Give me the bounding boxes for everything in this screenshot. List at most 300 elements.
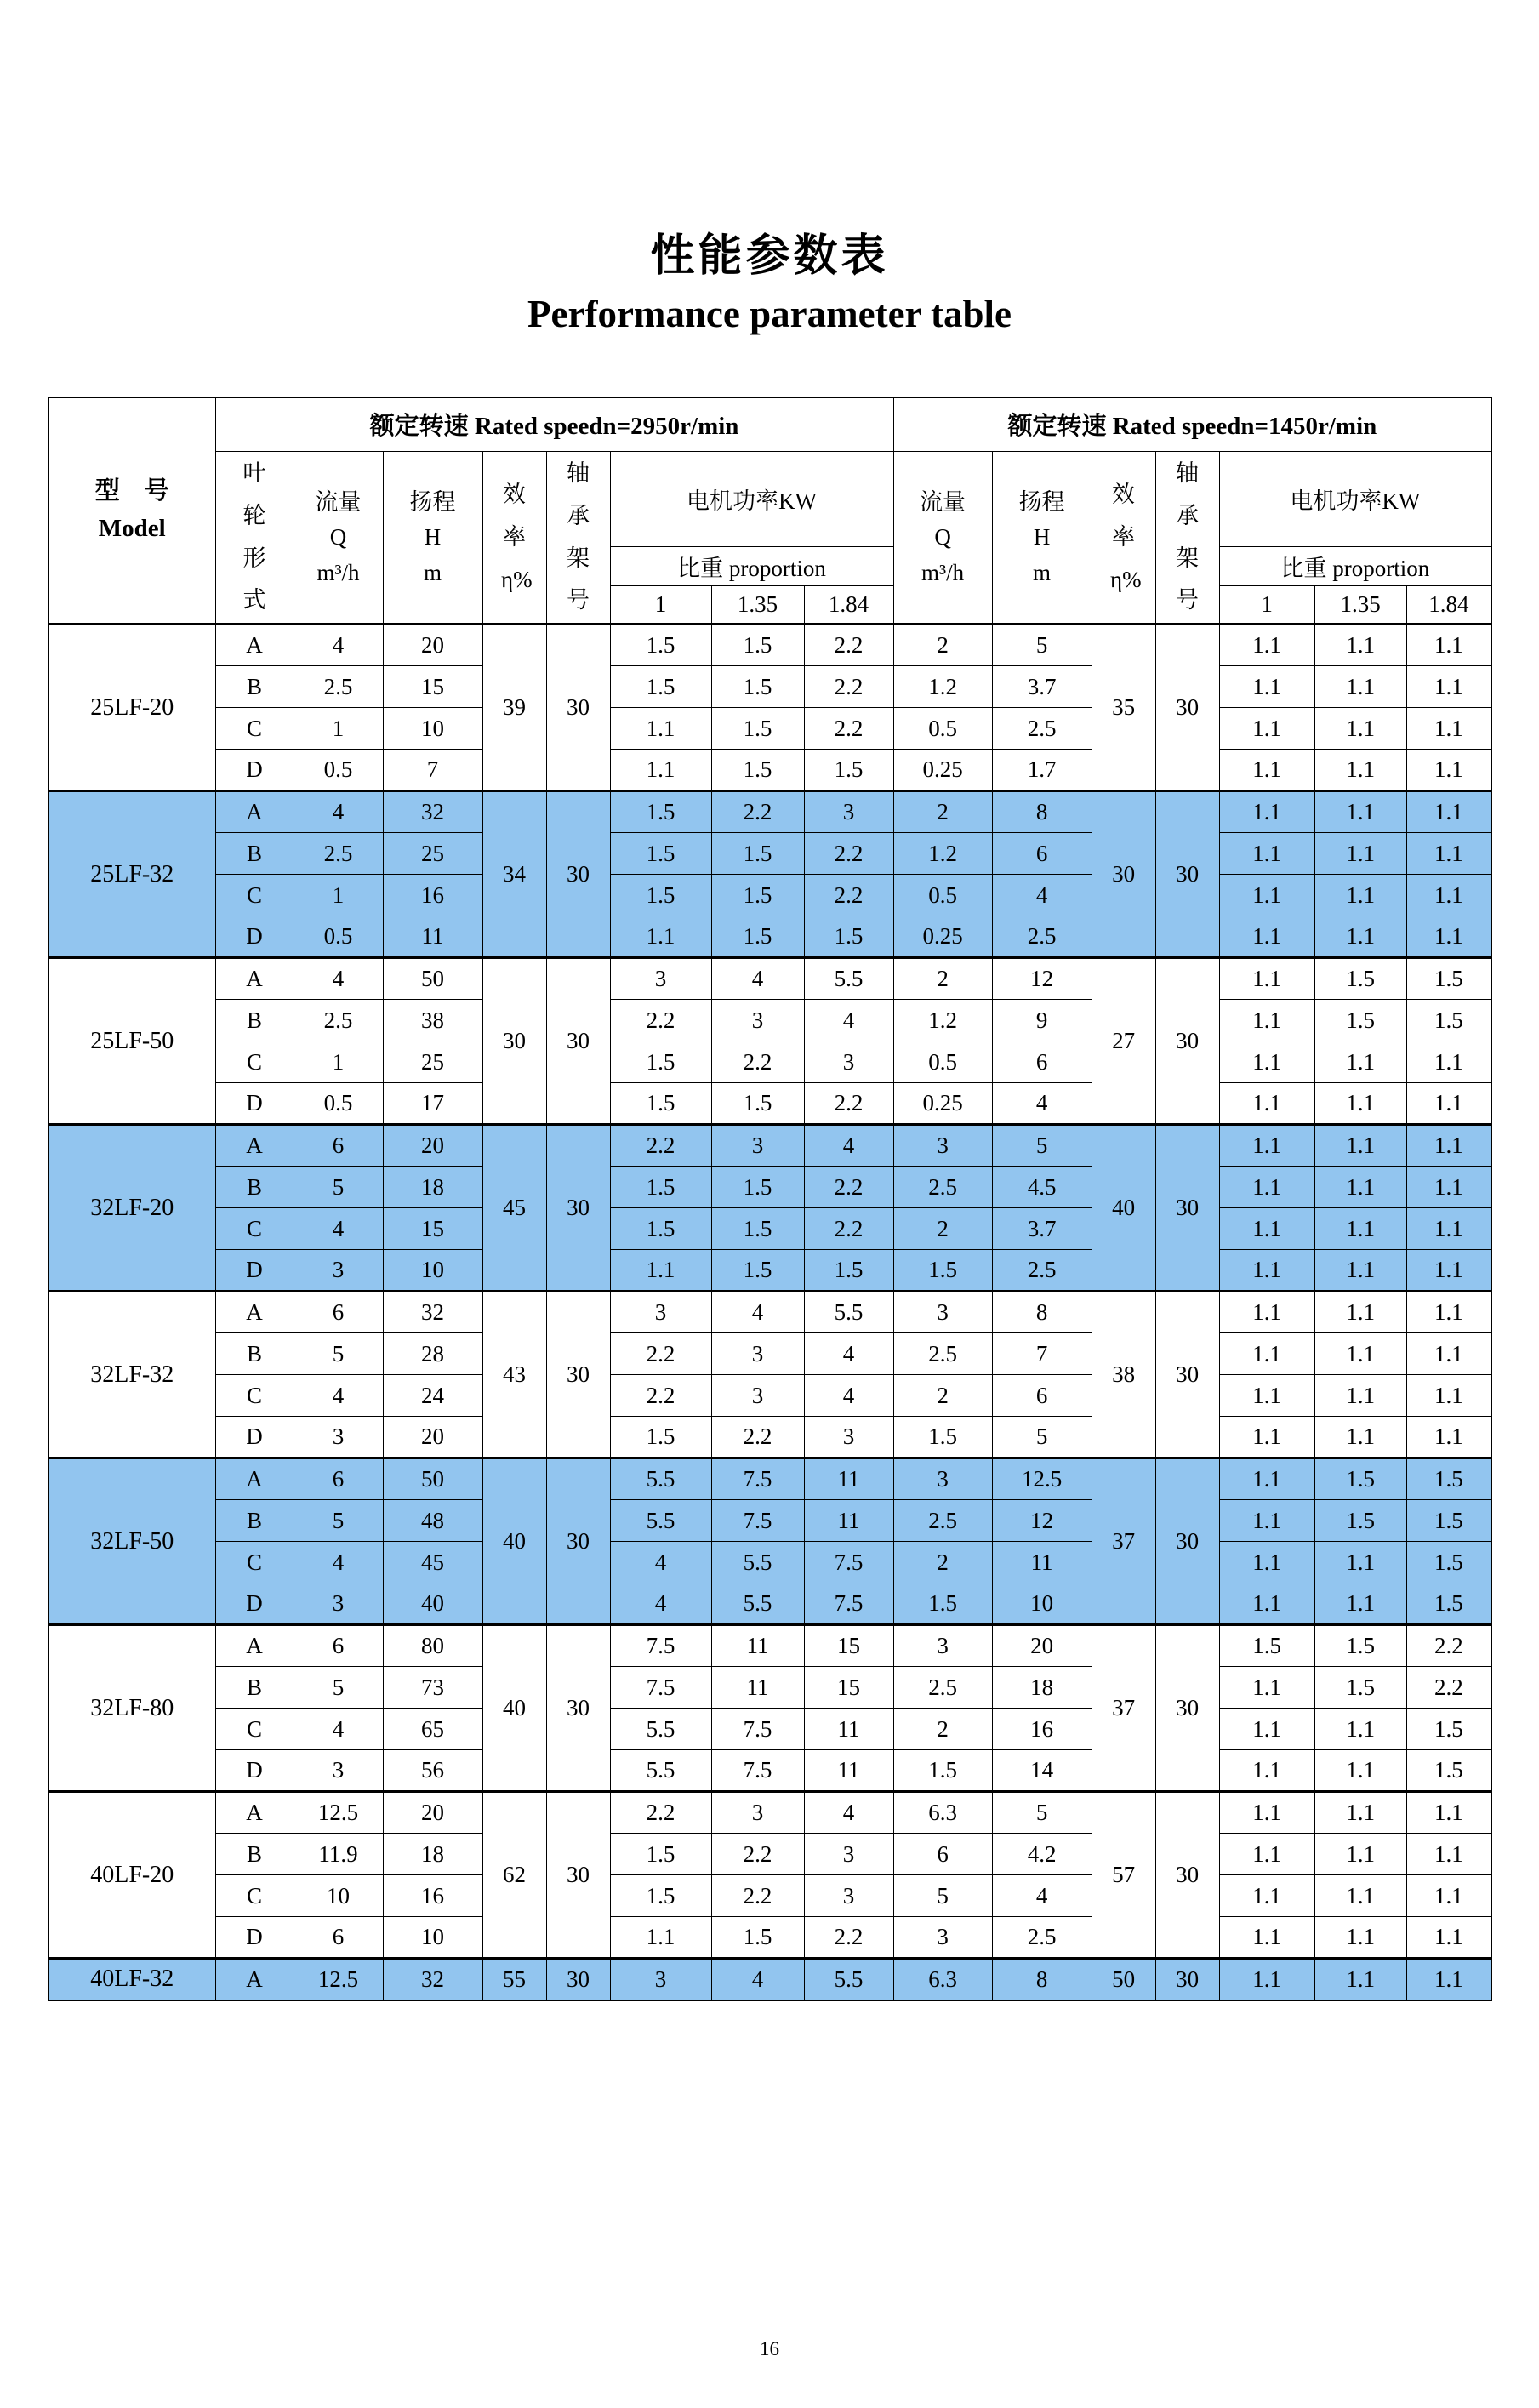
efficiency-header-2950: 效率η% — [482, 452, 546, 625]
motor-power-cell: 1.5 — [610, 666, 711, 708]
flow-cell: 1.5 — [893, 1250, 992, 1292]
motor-power-cell: 1.1 — [1314, 1125, 1406, 1167]
motor-power-cell: 4 — [804, 1333, 893, 1375]
table-row — [48, 1917, 1491, 1959]
flow-cell: 6.3 — [893, 1792, 992, 1834]
flow-cell: 4 — [294, 1709, 383, 1750]
motor-power-cell: 5.5 — [804, 1959, 893, 2000]
motor-power-cell: 1.1 — [1219, 1000, 1314, 1041]
head-cell: 7 — [992, 1333, 1092, 1375]
flow-cell: 6 — [294, 1125, 383, 1167]
head-cell: 40 — [383, 1583, 482, 1625]
table-row — [48, 1500, 1491, 1542]
motor-power-cell: 11 — [804, 1709, 893, 1750]
page-number: 16 — [760, 2338, 779, 2359]
speed-header-row — [48, 397, 1491, 452]
motor-power-cell: 1.5 — [1406, 958, 1491, 1000]
motor-power-cell: 15 — [804, 1625, 893, 1667]
motor-power-cell: 1.1 — [1314, 1834, 1406, 1875]
head-cell: 4 — [992, 1083, 1092, 1125]
head-label-zh: 扬程 — [409, 489, 456, 516]
motor-power-cell: 1.1 — [1406, 666, 1491, 708]
motor-power-cell: 11 — [804, 1750, 893, 1792]
flow-label-zh: 流量 — [315, 489, 362, 516]
motor-power-cell: 1.1 — [1314, 1875, 1406, 1917]
motor-power-cell: 2.2 — [804, 833, 893, 875]
flow-cell: 3 — [893, 1625, 992, 1667]
head-cell: 7 — [383, 750, 482, 791]
motor-power-cell: 3 — [711, 1792, 804, 1834]
motor-power-cell: 1.5 — [711, 1167, 804, 1208]
motor-power-cell: 1.1 — [1219, 1917, 1314, 1959]
flow-cell: 3 — [294, 1583, 383, 1625]
motor-power-cell: 1.1 — [1219, 1333, 1314, 1375]
flow-cell: 0.25 — [893, 750, 992, 791]
motor-power-cell: 1.1 — [1219, 958, 1314, 1000]
motor-power-cell: 2.2 — [711, 1417, 804, 1458]
flow-cell: 3 — [294, 1417, 383, 1458]
bearing-cell: 30 — [1155, 1625, 1219, 1792]
table-header — [48, 397, 1491, 625]
table-row — [48, 875, 1491, 916]
impeller-type-cell: D — [215, 1250, 294, 1292]
motor-power-cell: 1.1 — [1406, 1792, 1491, 1834]
motor-power-cell: 1.1 — [1314, 666, 1406, 708]
motor-power-cell: 1.5 — [711, 666, 804, 708]
efficiency-cell: 40 — [482, 1625, 546, 1792]
impeller-type-cell: C — [215, 1375, 294, 1417]
impeller-type-cell: B — [215, 1333, 294, 1375]
flow-cell: 3 — [893, 1458, 992, 1500]
flow-cell: 2 — [893, 958, 992, 1000]
page-title-english: Performance parameter table — [527, 292, 1012, 335]
motor-power-cell: 1.1 — [1314, 1542, 1406, 1583]
proportion-header-2950: 比重 proportion — [610, 547, 893, 586]
motor-power-cell: 1.1 — [1314, 708, 1406, 750]
motor-power-cell: 1.1 — [610, 916, 711, 958]
table-row — [48, 1834, 1491, 1875]
table-row — [48, 1292, 1491, 1333]
model-cell: 32LF-32 — [48, 1292, 215, 1458]
flow-cell: 4 — [294, 1542, 383, 1583]
flow-cell: 0.25 — [893, 1083, 992, 1125]
flow-cell: 3 — [893, 1125, 992, 1167]
table-row — [48, 666, 1491, 708]
impeller-type-cell: D — [215, 1583, 294, 1625]
motor-power-cell: 1.5 — [1314, 1000, 1406, 1041]
motor-power-cell: 1.1 — [1314, 1583, 1406, 1625]
flow-cell: 1 — [294, 708, 383, 750]
proportion-value: 1 — [610, 586, 711, 625]
flow-cell: 2.5 — [893, 1333, 992, 1375]
motor-power-cell: 1.1 — [1314, 875, 1406, 916]
motor-power-cell: 4 — [711, 958, 804, 1000]
head-cell: 50 — [383, 1458, 482, 1500]
proportion-value: 1.84 — [804, 586, 893, 625]
impeller-type-cell: A — [215, 1792, 294, 1834]
table-row — [48, 625, 1491, 666]
model-header-zh: 型 号 — [94, 477, 169, 505]
motor-power-cell: 1.5 — [610, 1875, 711, 1917]
flow-cell: 3 — [294, 1250, 383, 1292]
head-cell: 14 — [992, 1750, 1092, 1792]
bearing-cell: 30 — [546, 625, 610, 791]
head-cell: 8 — [992, 1959, 1092, 2000]
motor-power-cell: 1.5 — [610, 833, 711, 875]
proportion-header-1450: 比重 proportion — [1219, 547, 1491, 586]
motor-power-cell: 1.5 — [1406, 1500, 1491, 1542]
head-cell: 25 — [383, 833, 482, 875]
head-cell: 48 — [383, 1500, 482, 1542]
motor-power-header-2950: 电机功率KW — [610, 452, 893, 547]
impeller-type-cell: C — [215, 1875, 294, 1917]
head-cell: 12 — [992, 1500, 1092, 1542]
motor-power-cell: 1.1 — [1314, 1333, 1406, 1375]
head-cell: 2.5 — [992, 1917, 1092, 1959]
efficiency-cell: 35 — [1092, 625, 1155, 791]
flow-cell: 6.3 — [893, 1959, 992, 2000]
motor-power-cell: 1.5 — [1406, 1000, 1491, 1041]
impeller-type-cell: B — [215, 833, 294, 875]
head-cell: 25 — [383, 1041, 482, 1083]
motor-power-cell: 2.2 — [804, 1167, 893, 1208]
head-cell: 4.2 — [992, 1834, 1092, 1875]
proportion-value: 1.84 — [1406, 586, 1491, 625]
motor-power-cell: 1.5 — [610, 1834, 711, 1875]
table-row — [48, 1083, 1491, 1125]
motor-power-cell: 2.2 — [711, 1834, 804, 1875]
motor-power-cell: 1.1 — [1219, 916, 1314, 958]
efficiency-cell: 43 — [482, 1292, 546, 1458]
motor-power-cell: 2.2 — [711, 791, 804, 833]
head-cell: 50 — [383, 958, 482, 1000]
motor-power-cell: 1.1 — [1406, 1125, 1491, 1167]
motor-power-cell: 3 — [711, 1000, 804, 1041]
head-cell: 45 — [383, 1542, 482, 1583]
flow-cell: 4 — [294, 958, 383, 1000]
head-cell: 1.7 — [992, 750, 1092, 791]
head-cell: 2.5 — [992, 708, 1092, 750]
motor-power-cell: 4 — [804, 1125, 893, 1167]
flow-cell: 5 — [294, 1167, 383, 1208]
head-cell: 3.7 — [992, 666, 1092, 708]
head-cell: 5 — [992, 1125, 1092, 1167]
motor-power-cell: 1.1 — [1219, 1417, 1314, 1458]
flow-cell: 6 — [294, 1917, 383, 1959]
motor-power-cell: 1.1 — [1219, 666, 1314, 708]
head-cell: 20 — [992, 1625, 1092, 1667]
head-cell: 8 — [992, 1292, 1092, 1333]
flow-cell: 4 — [294, 1375, 383, 1417]
motor-power-cell: 1.5 — [610, 1041, 711, 1083]
impeller-type-cell: D — [215, 1417, 294, 1458]
flow-cell: 1.5 — [893, 1750, 992, 1792]
motor-power-cell: 1.1 — [1406, 791, 1491, 833]
motor-power-cell: 1.1 — [1314, 1417, 1406, 1458]
motor-power-cell: 2.2 — [1406, 1625, 1491, 1667]
motor-power-cell: 4 — [711, 1292, 804, 1333]
motor-power-header-1450: 电机功率KW — [1219, 452, 1491, 547]
motor-power-cell: 1.1 — [610, 750, 711, 791]
efficiency-cell: 50 — [1092, 1959, 1155, 2000]
motor-power-cell: 11 — [711, 1625, 804, 1667]
motor-power-cell: 5.5 — [804, 958, 893, 1000]
motor-power-cell: 1.1 — [1314, 1917, 1406, 1959]
flow-cell: 2.5 — [294, 833, 383, 875]
head-cell: 6 — [992, 1375, 1092, 1417]
motor-power-cell: 1.5 — [1314, 1458, 1406, 1500]
motor-power-cell: 15 — [804, 1667, 893, 1709]
head-cell: 2.5 — [992, 916, 1092, 958]
motor-power-cell: 2.2 — [610, 1125, 711, 1167]
flow-cell: 10 — [294, 1875, 383, 1917]
motor-power-cell: 3 — [610, 1292, 711, 1333]
impeller-type-cell: A — [215, 958, 294, 1000]
bearing-cell: 30 — [1155, 958, 1219, 1125]
bearing-header-1450: 轴承架号 — [1155, 452, 1219, 625]
head-cell: 32 — [383, 1959, 482, 2000]
motor-power-cell: 2.2 — [804, 1208, 893, 1250]
flow-cell: 0.5 — [893, 875, 992, 916]
motor-power-cell: 1.1 — [1219, 750, 1314, 791]
efficiency-cell: 37 — [1092, 1625, 1155, 1792]
flow-cell: 5 — [294, 1667, 383, 1709]
impeller-type-cell: B — [215, 1000, 294, 1041]
impeller-type-cell: C — [215, 875, 294, 916]
motor-power-cell: 2.2 — [610, 1792, 711, 1834]
motor-power-cell: 1.1 — [1314, 1208, 1406, 1250]
motor-power-cell: 3 — [804, 791, 893, 833]
head-cell: 32 — [383, 791, 482, 833]
bearing-header-2950: 轴承架号 — [546, 452, 610, 625]
motor-power-cell: 1.1 — [1219, 625, 1314, 666]
table-row — [48, 1167, 1491, 1208]
impeller-type-cell: B — [215, 1667, 294, 1709]
motor-power-cell: 1.5 — [1406, 1458, 1491, 1500]
flow-cell: 2 — [893, 791, 992, 833]
motor-power-cell: 1.1 — [1406, 625, 1491, 666]
table-row — [48, 916, 1491, 958]
head-cell: 6 — [992, 833, 1092, 875]
flow-cell: 2 — [893, 1208, 992, 1250]
motor-power-cell: 7.5 — [610, 1625, 711, 1667]
flow-cell: 0.5 — [893, 1041, 992, 1083]
model-cell: 40LF-32 — [48, 1959, 215, 2000]
impeller-type-cell: A — [215, 1125, 294, 1167]
flow-symbol: Q — [329, 524, 347, 551]
motor-power-cell: 1.1 — [1219, 1500, 1314, 1542]
motor-power-cell: 1.5 — [804, 1250, 893, 1292]
table-row — [48, 1375, 1491, 1417]
motor-power-cell: 5.5 — [711, 1583, 804, 1625]
performance-table — [48, 397, 1492, 2001]
efficiency-cell: 57 — [1092, 1792, 1155, 1959]
flow-cell: 1.2 — [893, 666, 992, 708]
motor-power-cell: 1.1 — [1219, 1875, 1314, 1917]
flow-cell: 1 — [294, 875, 383, 916]
motor-power-cell: 1.5 — [1406, 1750, 1491, 1792]
model-cell: 32LF-20 — [48, 1125, 215, 1292]
impeller-type-cell: A — [215, 1292, 294, 1333]
motor-power-cell: 4 — [610, 1583, 711, 1625]
efficiency-cell: 37 — [1092, 1458, 1155, 1625]
page-title-chinese: 性能参数表 — [650, 232, 889, 281]
motor-power-cell: 1.5 — [804, 750, 893, 791]
flow-cell: 6 — [294, 1292, 383, 1333]
motor-power-cell: 1.1 — [1219, 833, 1314, 875]
efficiency-cell: 38 — [1092, 1292, 1155, 1458]
head-cell: 8 — [992, 791, 1092, 833]
impeller-type-cell: B — [215, 1834, 294, 1875]
head-unit: m — [1033, 559, 1052, 585]
motor-power-cell: 1.1 — [1219, 1667, 1314, 1709]
head-cell: 65 — [383, 1709, 482, 1750]
flow-cell: 1.5 — [893, 1417, 992, 1458]
motor-power-cell: 1.5 — [1406, 1583, 1491, 1625]
motor-power-cell: 1.1 — [1406, 1417, 1491, 1458]
model-header-en: Model — [98, 514, 166, 542]
motor-power-cell: 1.1 — [1406, 1208, 1491, 1250]
motor-power-cell: 1.1 — [1406, 1292, 1491, 1333]
efficiency-cell: 39 — [482, 625, 546, 791]
motor-power-cell: 2.2 — [804, 875, 893, 916]
table-body — [48, 625, 1491, 2000]
motor-power-cell: 1.5 — [610, 1208, 711, 1250]
motor-power-cell: 1.1 — [1219, 1709, 1314, 1750]
flow-cell: 1.2 — [893, 1000, 992, 1041]
flow-cell: 11.9 — [294, 1834, 383, 1875]
motor-power-cell: 1.1 — [1219, 1583, 1314, 1625]
motor-power-cell: 1.5 — [610, 625, 711, 666]
motor-power-cell: 1.1 — [1406, 1375, 1491, 1417]
motor-power-cell: 3 — [711, 1375, 804, 1417]
flow-header-2950 — [294, 452, 383, 625]
motor-power-cell: 1.1 — [1406, 1834, 1491, 1875]
head-cell: 10 — [383, 708, 482, 750]
motor-power-cell: 11 — [804, 1500, 893, 1542]
motor-power-cell: 1.1 — [1219, 1125, 1314, 1167]
flow-cell: 0.25 — [893, 916, 992, 958]
bearing-cell: 30 — [546, 1458, 610, 1625]
bearing-cell: 30 — [546, 1292, 610, 1458]
flow-cell: 6 — [294, 1625, 383, 1667]
model-cell: 40LF-20 — [48, 1792, 215, 1959]
table-row — [48, 1792, 1491, 1834]
head-cell: 9 — [992, 1000, 1092, 1041]
head-cell: 18 — [992, 1667, 1092, 1709]
head-cell: 2.5 — [992, 1250, 1092, 1292]
head-symbol: H — [1033, 524, 1051, 551]
motor-power-cell: 1.5 — [804, 916, 893, 958]
bearing-cell: 30 — [1155, 1292, 1219, 1458]
impeller-type-cell: C — [215, 708, 294, 750]
head-cell: 73 — [383, 1667, 482, 1709]
head-cell: 15 — [383, 1208, 482, 1250]
head-cell: 20 — [383, 1792, 482, 1834]
motor-power-cell: 1.1 — [1406, 1875, 1491, 1917]
head-cell: 18 — [383, 1167, 482, 1208]
bearing-cell: 30 — [546, 1792, 610, 1959]
motor-power-cell: 3 — [804, 1417, 893, 1458]
bearing-cell: 30 — [546, 1625, 610, 1792]
motor-power-cell: 1.5 — [1314, 1667, 1406, 1709]
motor-power-cell: 3 — [610, 958, 711, 1000]
flow-cell: 0.5 — [294, 1083, 383, 1125]
motor-power-cell: 11 — [804, 1458, 893, 1500]
head-cell: 4 — [992, 1875, 1092, 1917]
flow-symbol: Q — [934, 524, 951, 551]
head-cell: 38 — [383, 1000, 482, 1041]
head-cell: 20 — [383, 1125, 482, 1167]
flow-cell: 3 — [893, 1292, 992, 1333]
motor-power-cell: 1.1 — [1314, 1041, 1406, 1083]
table-row — [48, 1625, 1491, 1667]
flow-cell: 1 — [294, 1041, 383, 1083]
motor-power-cell: 1.1 — [1314, 791, 1406, 833]
motor-power-cell: 7.5 — [711, 1458, 804, 1500]
impeller-type-cell: A — [215, 791, 294, 833]
model-cell: 25LF-32 — [48, 791, 215, 958]
efficiency-cell: 34 — [482, 791, 546, 958]
flow-cell: 6 — [893, 1834, 992, 1875]
motor-power-cell: 1.1 — [1406, 1041, 1491, 1083]
efficiency-cell: 30 — [1092, 791, 1155, 958]
motor-power-cell: 1.5 — [711, 708, 804, 750]
head-cell: 10 — [992, 1583, 1092, 1625]
motor-power-cell: 1.1 — [1219, 1542, 1314, 1583]
motor-power-cell: 1.1 — [1219, 1458, 1314, 1500]
motor-power-cell: 7.5 — [804, 1542, 893, 1583]
motor-power-cell: 1.1 — [1406, 1250, 1491, 1292]
proportion-value: 1.35 — [1314, 586, 1406, 625]
motor-power-cell: 1.1 — [1219, 1792, 1314, 1834]
motor-power-cell: 1.1 — [1219, 1292, 1314, 1333]
flow-cell: 2.5 — [893, 1500, 992, 1542]
proportion-value: 1.35 — [711, 586, 804, 625]
motor-power-cell: 1.1 — [1219, 1375, 1314, 1417]
motor-power-cell: 1.1 — [1219, 1041, 1314, 1083]
table-row — [48, 791, 1491, 833]
model-cell: 32LF-80 — [48, 1625, 215, 1792]
efficiency-cell: 62 — [482, 1792, 546, 1959]
flow-cell: 6 — [294, 1458, 383, 1500]
motor-power-cell: 1.5 — [711, 1917, 804, 1959]
motor-power-cell: 3 — [610, 1959, 711, 2000]
motor-power-cell: 2.2 — [711, 1875, 804, 1917]
impeller-type-cell: A — [215, 1959, 294, 2000]
model-header — [48, 397, 215, 625]
flow-unit: m³/h — [316, 559, 360, 585]
motor-power-cell: 7.5 — [804, 1583, 893, 1625]
impeller-type-cell: B — [215, 1500, 294, 1542]
head-unit: m — [423, 559, 442, 585]
motor-power-cell: 1.1 — [1406, 1167, 1491, 1208]
motor-power-cell: 1.5 — [711, 625, 804, 666]
motor-power-cell: 2.2 — [610, 1333, 711, 1375]
flow-unit: m³/h — [921, 559, 965, 585]
flow-cell: 12.5 — [294, 1792, 383, 1834]
flow-label-zh: 流量 — [920, 489, 966, 516]
motor-power-cell: 1.1 — [1219, 1834, 1314, 1875]
table-row — [48, 708, 1491, 750]
page-titles — [0, 231, 1539, 337]
motor-power-cell: 3 — [804, 1875, 893, 1917]
impeller-type-cell: C — [215, 1542, 294, 1583]
table-row — [48, 1750, 1491, 1792]
motor-power-cell: 1.5 — [711, 916, 804, 958]
head-cell: 15 — [383, 666, 482, 708]
efficiency-cell: 27 — [1092, 958, 1155, 1125]
